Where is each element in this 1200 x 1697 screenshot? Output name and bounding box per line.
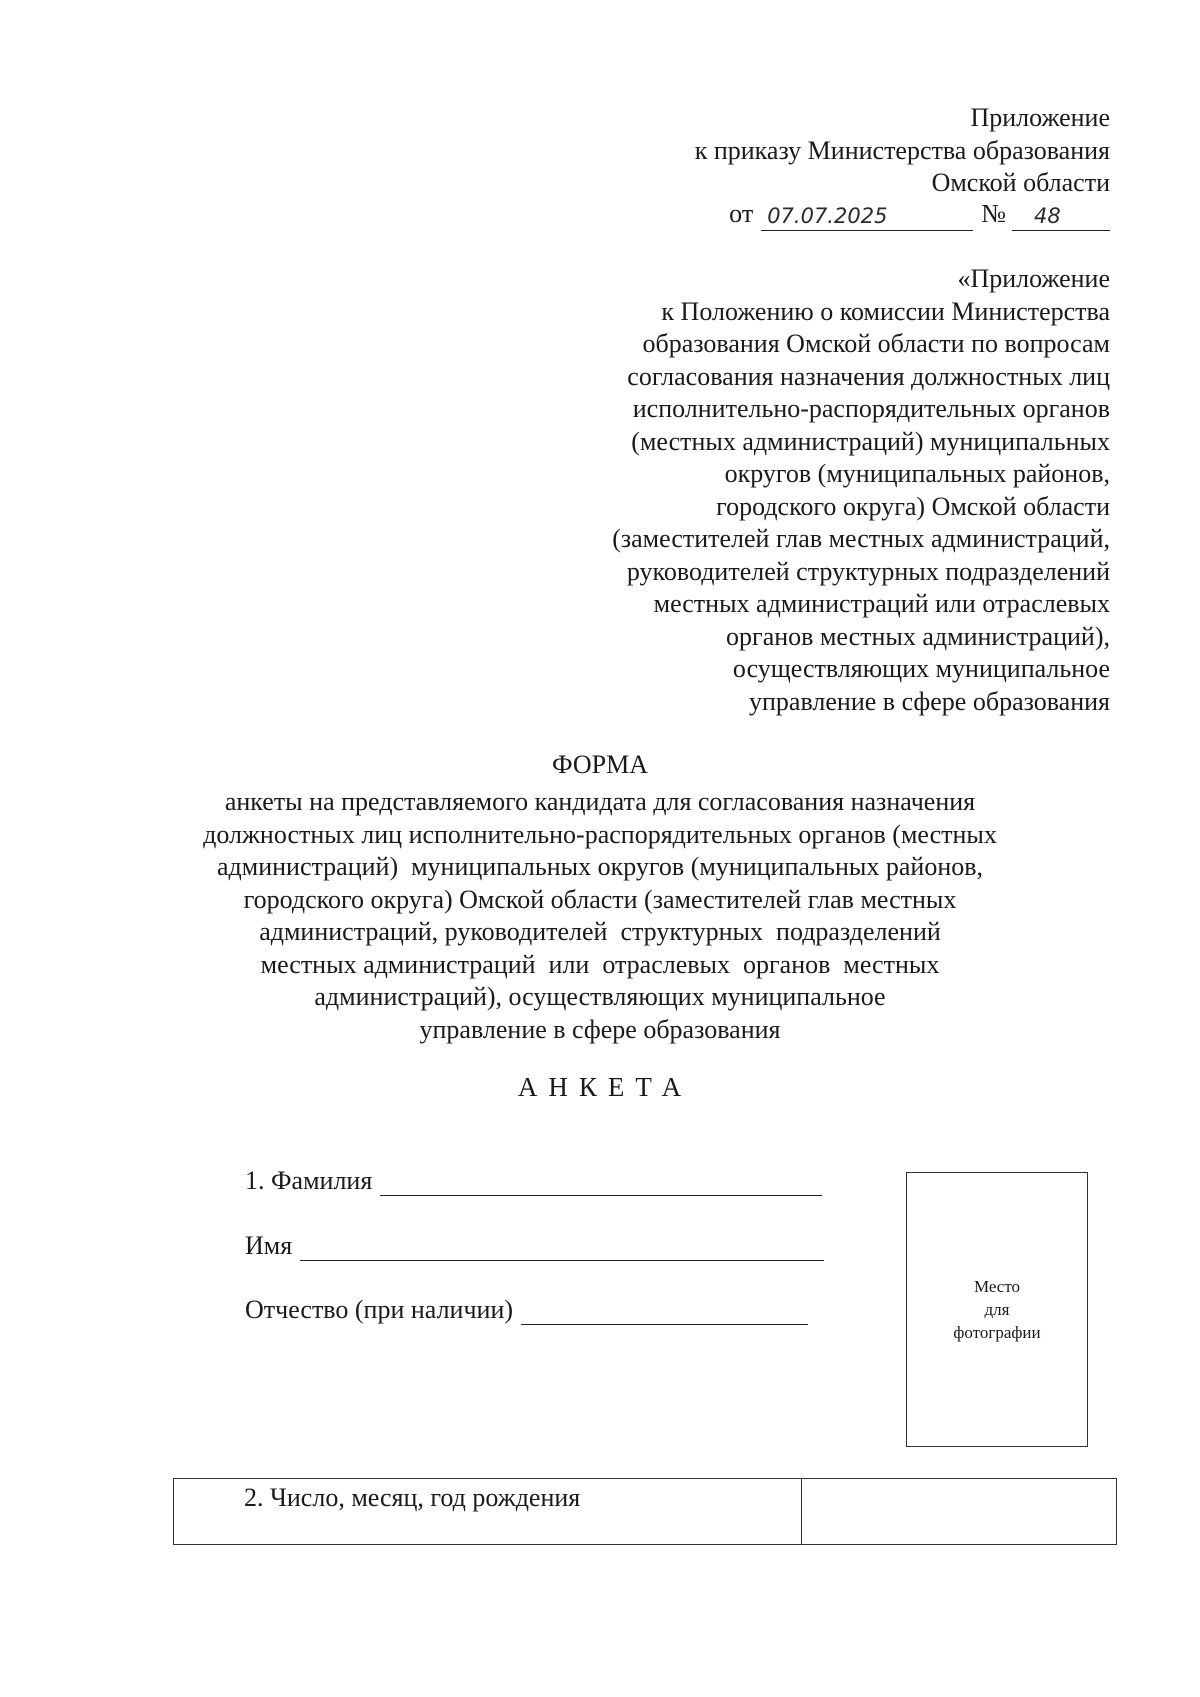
photo-placeholder-box [906, 1172, 1088, 1447]
form-description-line: администраций, руководителей структурных подразделений [259, 917, 941, 946]
patronymic-blank-line[interactable] [521, 1302, 808, 1325]
appendix-line: (заместителей глав местных администраций, [612, 524, 1110, 553]
approval-header [695, 102, 1110, 200]
photo-placeholder-label [917, 1275, 1077, 1344]
surname-blank-line[interactable] [380, 1173, 822, 1196]
appendix-line: согласования назначения должностных лиц [627, 361, 1110, 391]
form-description-line: должностных лиц исполнительно-распорядительных органов (местных [203, 819, 997, 849]
form-description-line: местных администраций или отраслевых органов местных [260, 949, 940, 979]
patronymic-label: Отчество (при наличии) [245, 1295, 514, 1324]
appendix-line: к Положению о комиссии Министерства [661, 296, 1110, 326]
appendix-line: образования Омской области по вопросам [642, 329, 1110, 358]
appendix-line: округов (муниципальных районов, [724, 459, 1110, 488]
form-description [0, 786, 1200, 1046]
appendix-line: городского округа) Омской области [716, 491, 1110, 521]
name-label: Имя [245, 1231, 293, 1260]
appendix-line: исполнительно-распорядительных органов [632, 394, 1110, 423]
appendix-line: «Приложение [957, 264, 1110, 293]
appendix-line: (местных администраций) муниципальных [631, 426, 1110, 456]
form-description-line: городского округа) Омской области (заместителей глав местных [243, 884, 957, 914]
name-field [245, 1231, 824, 1261]
appendix-line: осуществляющих муниципальное [732, 654, 1110, 683]
questionnaire-table [173, 1478, 1117, 1545]
order-date: 07.07.2025 [761, 202, 973, 231]
surname-label: 1. Фамилия [245, 1166, 373, 1195]
name-blank-line[interactable] [300, 1238, 824, 1261]
order-number-label: № [981, 199, 1006, 228]
form-description-line: администраций) муниципальных округов (муниципальных районов, [216, 852, 984, 881]
photo-label-line: фотографии [953, 1323, 1041, 1342]
photo-label-line: Место [973, 1277, 1021, 1296]
regulation-appendix-header [612, 263, 1110, 718]
appendix-line: местных администраций или отраслевых [653, 589, 1110, 618]
approval-line: к приказу Министерства образования [694, 135, 1110, 165]
form-description-line: управление в сфере образования [419, 1014, 781, 1044]
order-reference [729, 198, 1110, 231]
birth-date-label-cell: 2. Число, месяц, год рождения [174, 1479, 802, 1545]
surname-field [245, 1166, 822, 1196]
order-number: 48 [1012, 202, 1110, 231]
questionnaire-title: АНКЕТА [517, 1072, 693, 1102]
form-description-line: администраций), осуществляющих муниципальное [314, 982, 886, 1011]
form-description-line: анкеты на представляемого кандидата для согласования назначения [224, 787, 976, 816]
appendix-line: руководителей структурных подразделений [626, 556, 1110, 586]
appendix-line: управление в сфере образования [749, 686, 1110, 716]
approval-line: Приложение [970, 103, 1110, 132]
birth-date-value-cell[interactable] [802, 1479, 1117, 1545]
form-title: ФОРМА [552, 750, 648, 779]
table-row [174, 1479, 1117, 1545]
approval-line: Омской области [931, 168, 1110, 197]
order-from-label: от [729, 199, 754, 228]
photo-label-line: для [984, 1300, 1010, 1319]
appendix-line: органов местных администраций), [726, 621, 1110, 651]
patronymic-field [245, 1295, 808, 1325]
